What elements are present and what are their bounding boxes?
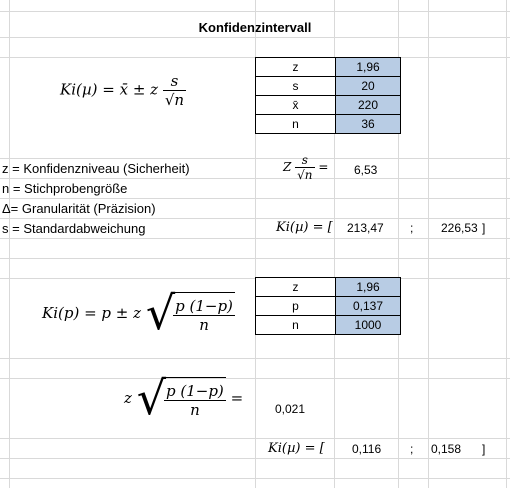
mean-margin-value[interactable]: 6,53 [354, 163, 378, 177]
mean-params-table [255, 57, 401, 134]
mean-margin-formula: Z $\frac{s}{√n}$ = [283, 153, 329, 182]
mean-ci-close: ] [482, 221, 486, 235]
proportion-margin-value[interactable]: 0,021 [275, 402, 306, 416]
page-title: Konfidenzintervall [198, 20, 312, 35]
proportion-ci-formula: Ki(p) = p ± z √ $\frac{p (1-p)}{n}$ [42, 286, 233, 340]
param-value[interactable]: 1000 [336, 316, 401, 335]
legend-z: z = Konfidenzniveau (Sicherheit) [2, 161, 190, 176]
param-value[interactable]: 1,96 [336, 278, 401, 297]
param-row-n [256, 115, 401, 134]
param-value[interactable]: 1,96 [336, 58, 401, 77]
param-row-s [256, 77, 401, 96]
mean-formula-rhs-prefix: x̄ ± z [119, 80, 159, 99]
mean-formula-lhs: Ki(µ) [60, 80, 98, 99]
param-row-p [256, 297, 401, 316]
param-value[interactable]: 36 [336, 115, 401, 134]
param-value[interactable]: 220 [336, 96, 401, 115]
proportion-ci-close: ] [482, 442, 486, 456]
mean-ci-lhs: Ki(µ) = [ [276, 220, 333, 235]
legend-n: n = Stichprobengröße [2, 181, 128, 196]
param-key: z [256, 278, 336, 297]
proportion-formula-numerator: p (1−p) [175, 297, 233, 315]
param-row-xbar [256, 96, 401, 115]
param-key: x̄ [256, 96, 336, 115]
proportion-ci-separator: ; [410, 442, 414, 456]
mean-formula-denominator: √n [164, 91, 185, 109]
mean-ci-separator: ; [410, 221, 414, 235]
legend-s: s = Standardabweichung [2, 221, 146, 236]
legend-delta: Δ= Granularität (Präzision) [2, 201, 156, 216]
proportion-params-table [255, 277, 401, 335]
param-key: n [256, 115, 336, 134]
param-row-z [256, 58, 401, 77]
proportion-ci-lhs: Ki(µ) = [ [268, 441, 325, 456]
param-key: n [256, 316, 336, 335]
mean-formula-numerator: s [163, 72, 186, 91]
proportion-ci-upper[interactable]: 0,158 [431, 442, 462, 456]
proportion-formula-lhs: Ki(p) = p ± z [42, 304, 142, 322]
param-row-n [256, 316, 401, 335]
proportion-ci-lower[interactable]: 0,116 [352, 442, 382, 456]
mean-ci-lower[interactable]: 213,47 [347, 221, 384, 235]
mean-ci-upper[interactable]: 226,53 [441, 221, 478, 235]
proportion-margin-formula: z √ $\frac{p (1-p)}{n}$ = [124, 371, 244, 425]
proportion-formula-denominator: n [199, 316, 209, 334]
param-key: s [256, 77, 336, 96]
param-row-z [256, 278, 401, 297]
param-key: p [256, 297, 336, 316]
param-value[interactable]: 20 [336, 77, 401, 96]
param-key: z [256, 58, 336, 77]
mean-ci-formula: Ki(µ) = x̄ ± z $\frac{s}{√n}$ [60, 72, 185, 109]
param-value[interactable]: 0,137 [336, 297, 401, 316]
